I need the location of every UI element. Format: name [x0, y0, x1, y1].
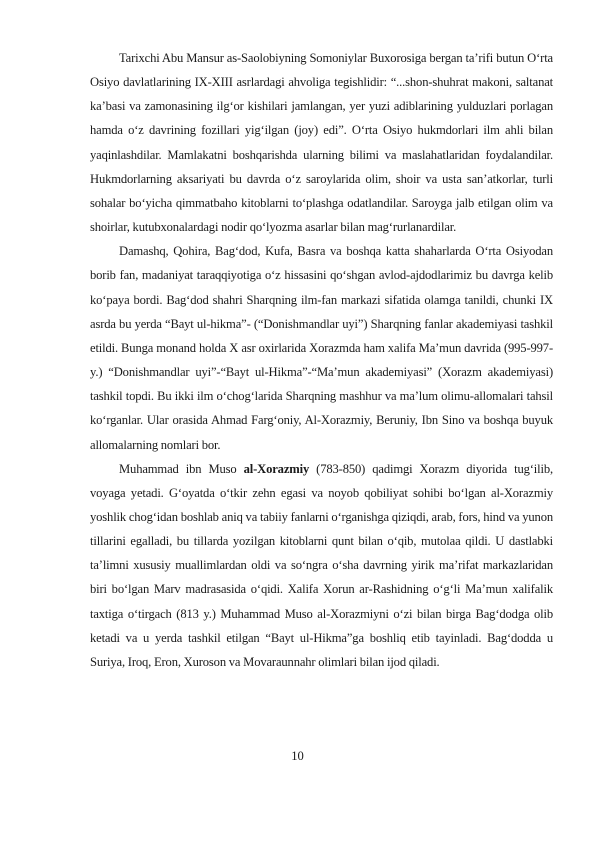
paragraph-3-lead: Muhammad ibn Muso: [119, 461, 244, 476]
paragraph-1: [90, 46, 553, 239]
page-number: 10: [291, 749, 304, 763]
paragraph-2: [90, 239, 553, 456]
paragraph-2-text: Damashq, Qohira, Bag‘dod, Kufa, Basra va boshqa katta shaharlarda O‘rta Osiyodan borib fan, madaniyat taraqqiyotiga o‘z hissasini qo‘shgan avlod-ajdodlarimiz bu davrga kelib ko‘paya bordi. Bag‘dod shahri Sharqning ilm-fan markazi sifatida olamga tanildi, chunki IX asrda bu yerda “Bayt ul-hikma”- (“Donishmandlar uyi”) Sharqning fanlar akademiyasi tashkil etildi. Bunga monand holda X asr oxirlarida Xorazmda ham xalifa Ma’mun davrida (995-997-y.) “Donishmandlar uyi”-“Bayt ul-Hikma”-“Ma’mun akademiyasi” (Xorazm akademiyasi) tashkil topdi. Bu ikki ilm o‘chog‘larida Sharqning mashhur va ma’lum olimu-allomalari tahsil ko‘rganlar. Ular orasida Ahmad Farg‘oniy, Al-Xorazmiy, Beruniy, Ibn Sino va boshqa buyuk allomalarning nomlari bor.: [90, 244, 553, 452]
body-text: [90, 46, 553, 674]
paragraph-3: [90, 457, 553, 674]
person-name-bold: al-Xorazmiy: [243, 461, 310, 476]
paragraph-1-text: Tarixchi Abu Mansur as-Saolobiyning Somoniylar Buxorosiga bergan ta’rifi butun O‘rta Osiyo davlatlarining IX-XIII asrlardagi ahvoliga tegishlidir: “...shon-shuhrat makoni, saltanat ka’basi va zamonasining ilg‘or kishilari jamlangan, yer yuzi adiblarining yulduzlari porlagan hamda o‘z davrining fozillari yig‘ilgan (joy) edi”. O‘rta Osiyo hukmdorlari ilm ahli bilan yaqinlashdilar. Mamlakatni boshqarishda ularning bilimi va maslahatlaridan foydalandilar. Hukmdorlarning aksariyati bu davrda o‘z saroylarida olim, shoir va usta san’atkorlar, turli sohalar bo‘yicha qimmatbaho kitoblarni to‘plashga odatlandilar. Saroyga jalb etilgan olim va shoirlar, kutubxonalardagi nodir qo‘lyozma asarlar bilan mag‘rurlanardilar.: [90, 51, 553, 235]
paragraph-3-text: (783-850) qadimgi Xorazm diyorida tug‘ilib, voyaga yetadi. G‘oyatda o‘tkir zehn egasi va noyob qobiliyat sohibi bo‘lgan al-Xorazmiy yoshlik chog‘idan boshlab aniq va tabiiy fanlarni o‘rganishga qiziqdi, arab, fors, hind va yunon tillarini egalladi, bu tillarda yozilgan kitoblarni qunt bilan o‘qib, mutolaa qildi. U dastlabki ta’limni xususiy muallimlardan oldi va so‘ngra o‘sha davrning yirik ma’rifat markazlaridan biri bo‘lgan Marv madrasasida o‘qidi. Xalifa Xorun ar-Rashidning o‘g‘li Ma’mun xalifalik taxtiga o‘tirgach (813 y.) Muhammad Muso al-Xorazmiyni o‘zi bilan birga Bag‘dodga olib ketadi va u yerda tashkil etilgan “Bayt ul-Hikma”ga boshliq etib tayinladi. Bag‘dodda u Suriya, Iroq, Eron, Xuroson va Movaraunnahr olimlari bilan ijod qiladi.: [90, 461, 553, 669]
